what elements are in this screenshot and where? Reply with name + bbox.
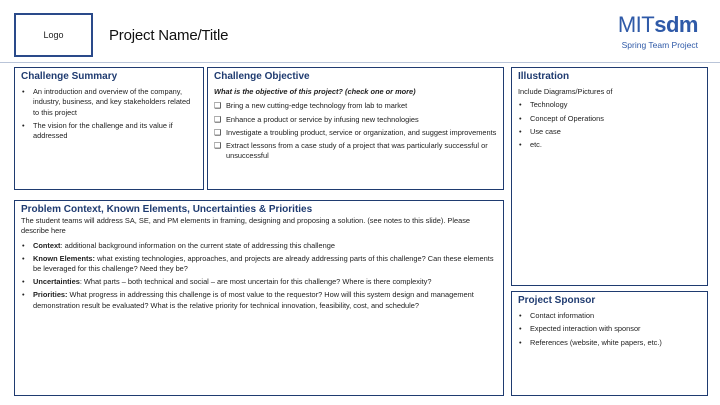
list-item	[21, 277, 497, 287]
problem-context-intro: The student teams will address SA, SE, and PM elements in framing, designing and proposing a solution. (see notes to this slide). Please describe here	[21, 216, 471, 236]
option-text: Extract lessons from a case study of a project that was particularly successful or unsuccessful	[226, 141, 488, 161]
list-item-text: References (website, white papers, etc.)	[530, 337, 662, 347]
checkbox-icon[interactable]: ❑	[214, 141, 222, 151]
project-sponsor-heading: Project Sponsor	[518, 295, 596, 306]
list-item-text: Technology	[530, 100, 568, 110]
bullet-icon: •	[519, 113, 522, 123]
list-item	[518, 311, 701, 321]
problem-context-list	[21, 241, 497, 311]
list-item-text: etc.	[530, 140, 542, 150]
list-item-text: Use case	[530, 126, 561, 136]
item-label: Context	[33, 240, 61, 250]
list-item	[518, 100, 701, 110]
project-title: Project Name/Title	[109, 27, 229, 44]
challenge-objective-panel	[207, 67, 504, 190]
item-text: what existing technologies, approaches, and projects are already addressing parts of this challenge? Can these elements be leveraged for this challenge? Need they be?	[33, 253, 494, 274]
bullet-icon: •	[22, 120, 25, 130]
illustration-intro: Include Diagrams/Pictures of	[518, 87, 613, 97]
challenge-objective-heading: Challenge Objective	[214, 71, 310, 82]
logo-placeholder	[14, 13, 93, 57]
bullet-icon: •	[22, 290, 25, 300]
bullet-icon: •	[519, 311, 522, 321]
bullet-icon: •	[519, 337, 522, 347]
list-item	[21, 121, 197, 141]
checkbox-icon[interactable]: ❑	[214, 114, 222, 124]
bullet-icon: •	[22, 277, 25, 287]
problem-context-heading: Problem Context, Known Elements, Uncertainties & Priorities	[21, 204, 313, 215]
logo-label: Logo	[43, 30, 64, 40]
objective-option[interactable]	[214, 128, 497, 138]
checkbox-icon[interactable]: ❑	[214, 101, 222, 111]
list-item	[21, 290, 497, 310]
list-item	[518, 114, 701, 124]
bullet-icon: •	[519, 140, 522, 150]
item-text: : additional background information on the current state of addressing this challenge	[60, 240, 335, 250]
problem-context-panel	[14, 200, 504, 396]
mit-sdm-wordmark	[618, 13, 698, 37]
illustration-heading: Illustration	[518, 71, 570, 82]
item-label: Uncertainties	[33, 277, 80, 287]
option-text: Bring a new cutting-edge technology from lab to market	[226, 101, 408, 111]
list-item	[21, 254, 497, 274]
list-item	[518, 324, 701, 334]
bullet-icon: •	[22, 253, 25, 263]
list-item-text: Concept of Operations	[530, 113, 604, 123]
list-item-text: Contact information	[530, 311, 595, 321]
brand-sdm: sdm	[654, 12, 698, 37]
challenge-summary-heading: Challenge Summary	[21, 71, 118, 82]
project-sponsor-panel	[511, 291, 708, 396]
item-text: : What parts – both technical and social – are most uncertain for this challenge? Where is there complexity?	[79, 277, 432, 287]
illustration-panel	[511, 67, 708, 286]
option-text: Investigate a troubling product, service or organization, and suggest improvements	[226, 127, 497, 137]
illustration-list	[518, 100, 701, 150]
bullet-icon: •	[22, 240, 25, 250]
challenge-summary-list	[21, 87, 197, 141]
checkbox-icon[interactable]: ❑	[214, 127, 222, 137]
list-item-text: The vision for the challenge and its value if addressed	[33, 120, 173, 141]
objective-option[interactable]	[214, 115, 497, 125]
bullet-icon: •	[519, 126, 522, 136]
item-label: Priorities:	[33, 290, 68, 300]
objective-option[interactable]	[214, 141, 497, 161]
option-text: Enhance a product or service by infusing new technologies	[226, 114, 419, 124]
project-sponsor-list	[518, 311, 701, 348]
list-item	[518, 140, 701, 150]
header-divider	[0, 62, 720, 63]
list-item	[21, 241, 497, 251]
brand-subtitle: Spring Team Project	[621, 40, 698, 50]
list-item	[518, 127, 701, 137]
item-text: What progress in addressing this challenge is of most value to the requestor? How will this system design and management demonstration result be evaluated? What is the relative priority for technical innovation, feasibility, cost, and schedule?	[33, 290, 474, 310]
list-item	[518, 338, 701, 348]
item-label: Known Elements:	[33, 253, 96, 263]
bullet-icon: •	[519, 324, 522, 334]
brand-mit: MIT	[617, 12, 655, 37]
list-item	[21, 87, 197, 118]
objective-option[interactable]	[214, 101, 497, 111]
brand-logo	[618, 13, 698, 50]
bullet-icon: •	[22, 87, 25, 97]
list-item-text: Expected interaction with sponsor	[530, 324, 641, 334]
challenge-summary-panel	[14, 67, 204, 190]
bullet-icon: •	[519, 100, 522, 110]
list-item-text: An introduction and overview of the company, industry, business, and key stakeholders related to this project	[33, 87, 191, 117]
objective-options	[214, 101, 497, 161]
objective-prompt: What is the objective of this project? (check one or more)	[214, 87, 416, 97]
